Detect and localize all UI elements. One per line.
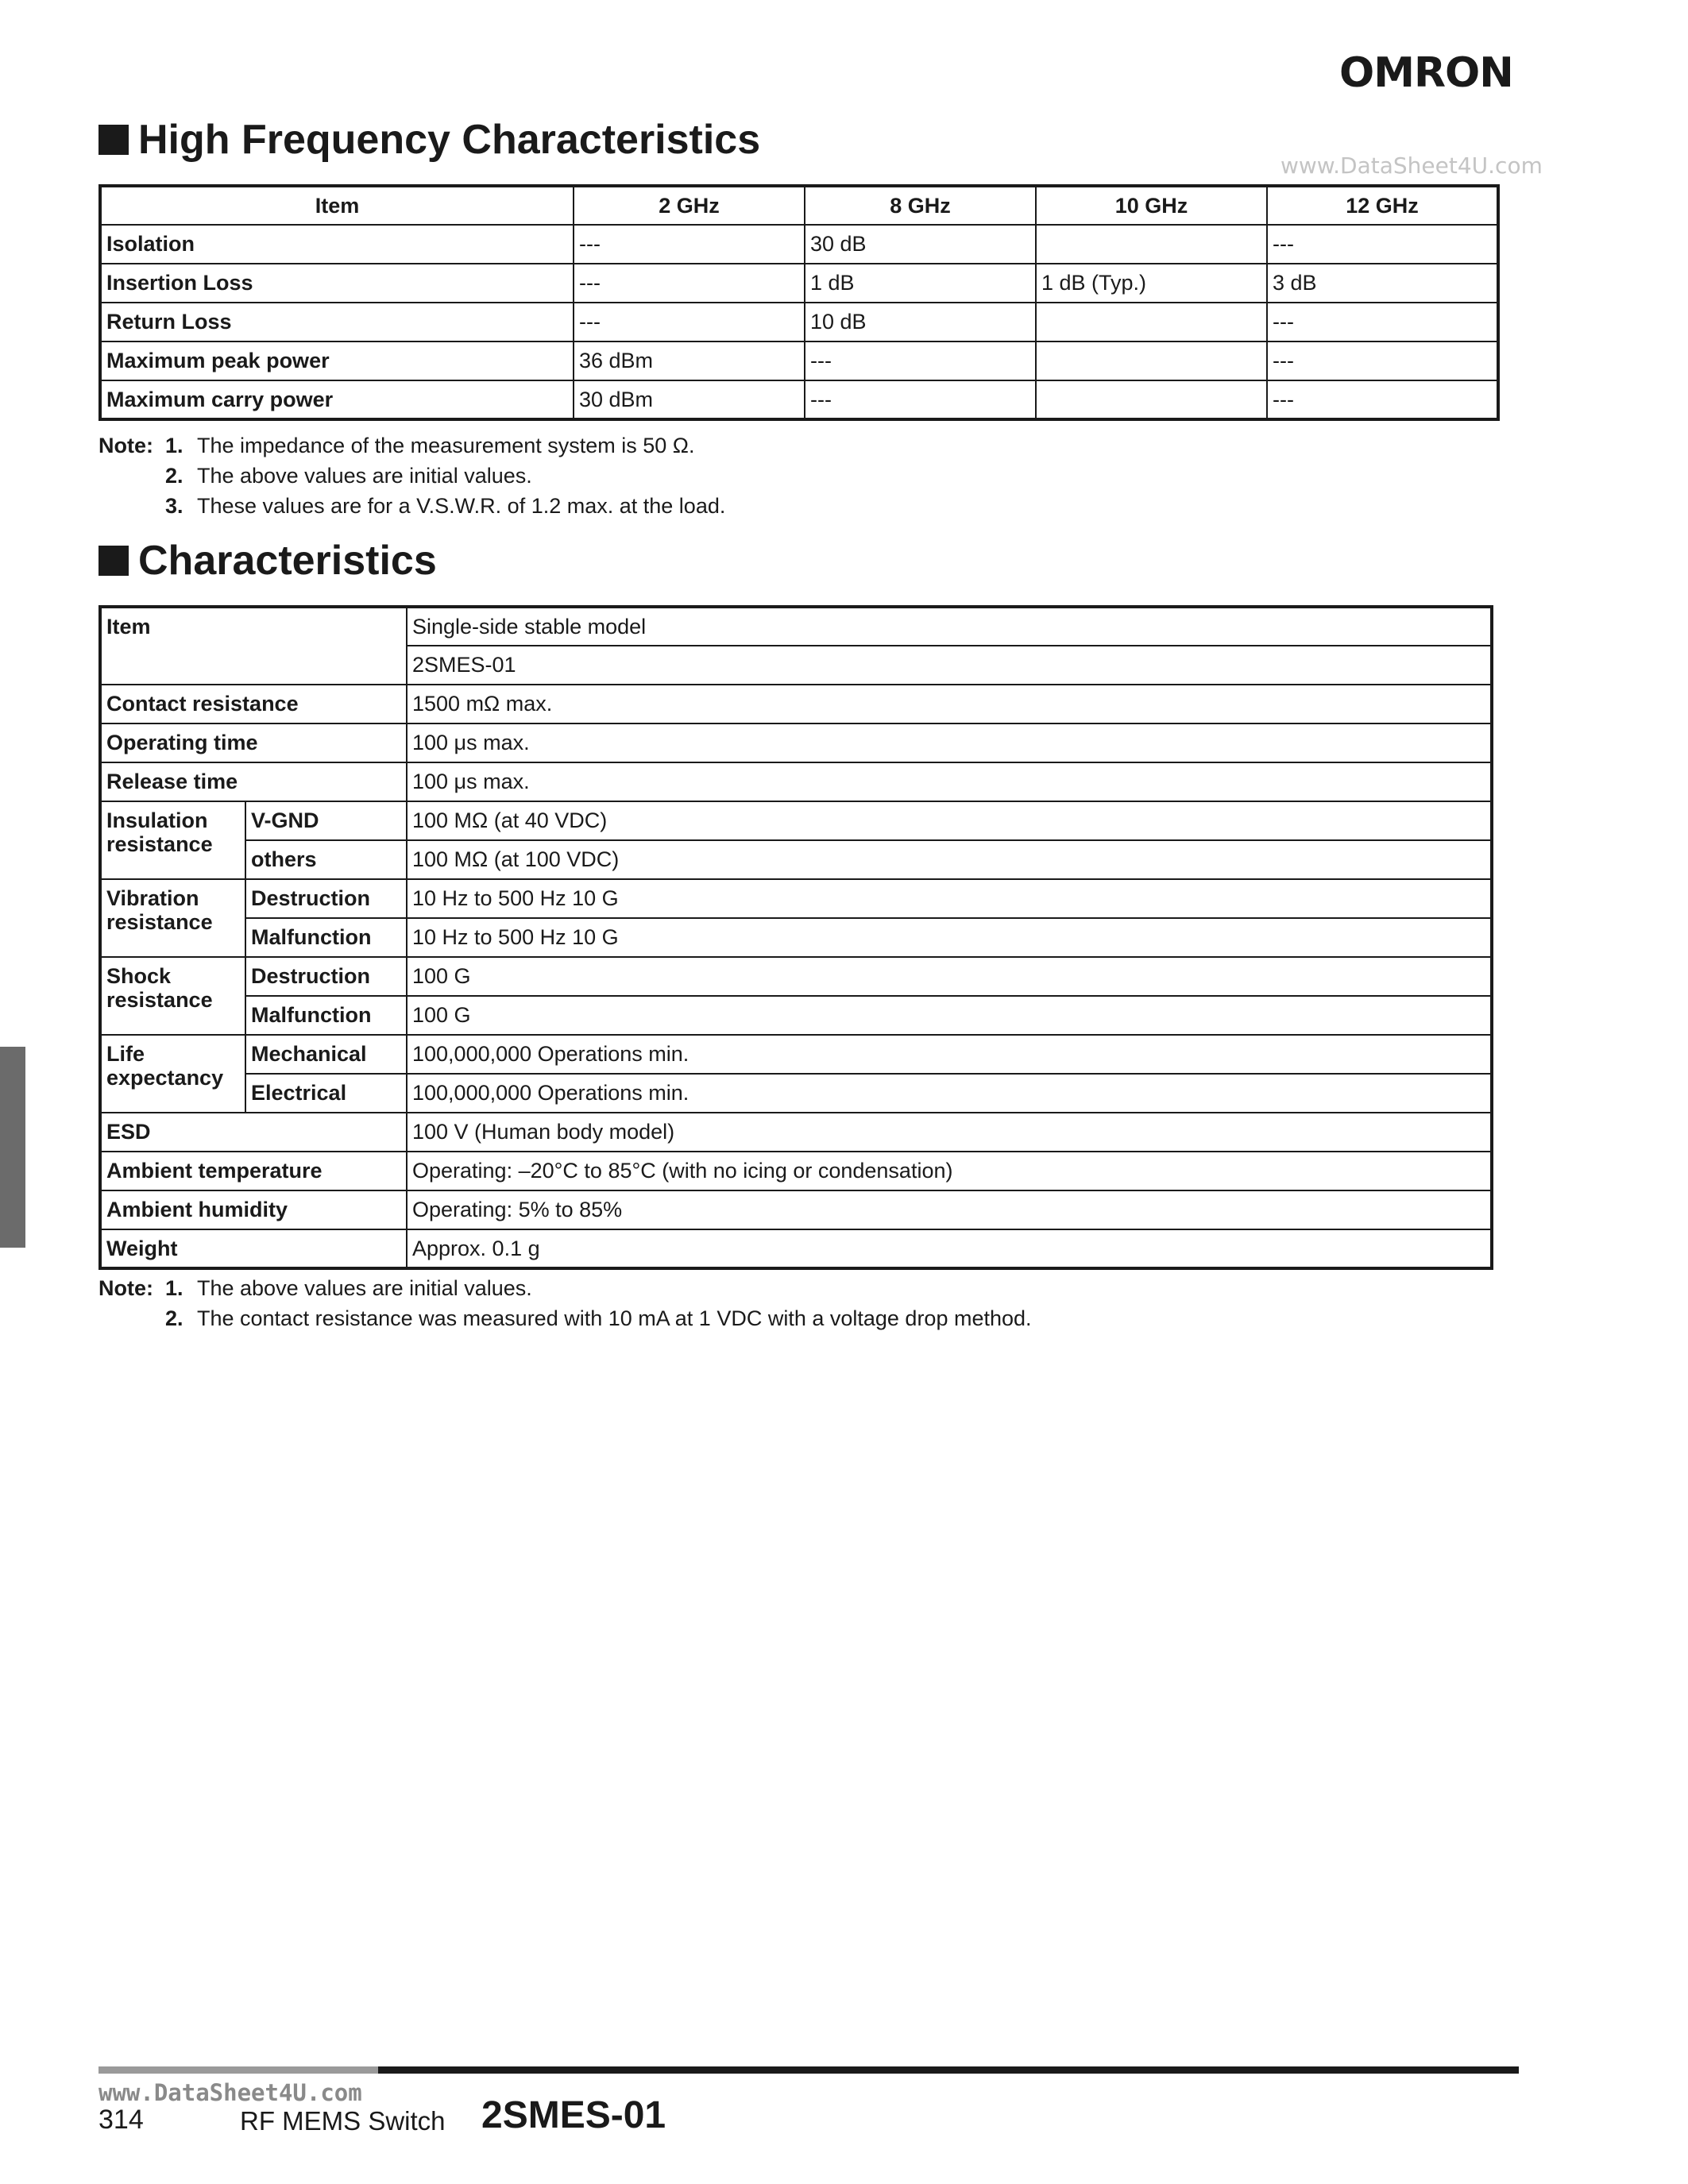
- row-label: Contact resistance: [100, 685, 407, 723]
- watermark-bottom: www.DataSheet4U.com: [98, 2079, 362, 2106]
- cell-10ghz: 1 dB (Typ.): [1036, 264, 1267, 303]
- row-item: Return Loss: [100, 303, 574, 341]
- cell-10ghz: [1036, 380, 1267, 419]
- cell-12ghz: ---: [1267, 303, 1498, 341]
- row-label: Weight: [100, 1229, 407, 1268]
- group-label: Life expectancy: [100, 1035, 245, 1113]
- row-value: Approx. 0.1 g: [407, 1229, 1492, 1268]
- cell-2ghz: ---: [574, 303, 805, 341]
- group-label: Insulation resistance: [100, 801, 245, 879]
- characteristics-section-title: [98, 537, 437, 585]
- table-row: [100, 1035, 1492, 1074]
- row-value: 100 V (Human body model): [407, 1113, 1492, 1152]
- hf-section-title: [98, 116, 760, 164]
- characteristics-table: [98, 605, 1493, 1270]
- row-value: 10 Hz to 500 Hz 10 G: [407, 918, 1492, 957]
- table-row: [100, 225, 1498, 264]
- row-value: 1500 mΩ max.: [407, 685, 1492, 723]
- group-label: Shock resistance: [100, 957, 245, 1035]
- sub-label: Mechanical: [245, 1035, 407, 1074]
- watermark-top: www.DataSheet4U.com: [1280, 152, 1543, 179]
- table-row: [100, 879, 1492, 918]
- table-row: [100, 762, 1492, 801]
- note-number: 2.: [165, 464, 183, 488]
- table-row: [100, 341, 1498, 380]
- sub-label: Destruction: [245, 957, 407, 996]
- table-row: [100, 996, 1492, 1035]
- table-row: [100, 1113, 1492, 1152]
- table-header-row: [100, 186, 1498, 225]
- cell-8ghz: ---: [805, 341, 1036, 380]
- column-header: Item: [100, 186, 574, 225]
- cell-12ghz: ---: [1267, 225, 1498, 264]
- characteristics-title-text: Characteristics: [138, 538, 437, 584]
- row-label: ESD: [100, 1113, 407, 1152]
- note-text: These values are for a V.S.W.R. of 1.2 max. at the load.: [197, 494, 726, 518]
- cell-8ghz: 10 dB: [805, 303, 1036, 341]
- sub-label: V-GND: [245, 801, 407, 840]
- sub-label: Malfunction: [245, 918, 407, 957]
- sub-label: Malfunction: [245, 996, 407, 1035]
- omron-logo: OMRON: [1339, 49, 1513, 97]
- cell-8ghz: ---: [805, 380, 1036, 419]
- note-number: 1.: [165, 1276, 183, 1300]
- column-header: 10 GHz: [1036, 186, 1267, 225]
- table-row: [100, 1190, 1492, 1229]
- note-text: The contact resistance was measured with 10 mA at 1 VDC with a voltage drop method.: [197, 1306, 1032, 1330]
- cell-12ghz: ---: [1267, 380, 1498, 419]
- row-item: Maximum carry power: [100, 380, 574, 419]
- row-value: 100 μs max.: [407, 762, 1492, 801]
- table-row: [100, 1152, 1492, 1190]
- table-row: [100, 685, 1492, 723]
- column-header: 12 GHz: [1267, 186, 1498, 225]
- note-text: The impedance of the measurement system is 50 Ω.: [197, 434, 695, 457]
- hf-notes: [98, 430, 1449, 521]
- row-label: Ambient temperature: [100, 1152, 407, 1190]
- sub-label: Destruction: [245, 879, 407, 918]
- cell-12ghz: 3 dB: [1267, 264, 1498, 303]
- side-index-tab: [0, 1047, 25, 1248]
- row-value: 10 Hz to 500 Hz 10 G: [407, 879, 1492, 918]
- table-row: [100, 801, 1492, 840]
- cell-10ghz: [1036, 303, 1267, 341]
- square-bullet-icon: [98, 546, 129, 576]
- row-value: 100 μs max.: [407, 723, 1492, 762]
- note-label: Note:: [98, 434, 153, 457]
- sub-label: others: [245, 840, 407, 879]
- cell-2ghz: 30 dBm: [574, 380, 805, 419]
- cell-8ghz: 30 dB: [805, 225, 1036, 264]
- row-value: 100,000,000 Operations min.: [407, 1035, 1492, 1074]
- group-label: Vibration resistance: [100, 879, 245, 957]
- note-number: 1.: [165, 434, 183, 457]
- hf-title-text: High Frequency Characteristics: [138, 117, 761, 163]
- column-header: 8 GHz: [805, 186, 1036, 225]
- table-row: [100, 1074, 1492, 1113]
- table-row: [100, 957, 1492, 996]
- row-label: Ambient humidity: [100, 1190, 407, 1229]
- cell-2ghz: ---: [574, 264, 805, 303]
- row-value: 100,000,000 Operations min.: [407, 1074, 1492, 1113]
- model-type: Single-side stable model: [407, 607, 1492, 646]
- note-text: The above values are initial values.: [197, 464, 532, 488]
- row-item: Insertion Loss: [100, 264, 574, 303]
- note: [98, 491, 1449, 521]
- table-row: [100, 723, 1492, 762]
- cell-10ghz: [1036, 225, 1267, 264]
- characteristics-notes: [98, 1273, 1449, 1333]
- table-row: [100, 264, 1498, 303]
- row-item: Isolation: [100, 225, 574, 264]
- row-label: Release time: [100, 762, 407, 801]
- cell-2ghz: 36 dBm: [574, 341, 805, 380]
- row-value: 100 G: [407, 996, 1492, 1035]
- note-label: Note:: [98, 1276, 153, 1300]
- row-value: 100 G: [407, 957, 1492, 996]
- cell-2ghz: ---: [574, 225, 805, 264]
- note: [98, 1273, 1449, 1303]
- row-value: Operating: –20°C to 85°C (with no icing or condensation): [407, 1152, 1492, 1190]
- row-value: Operating: 5% to 85%: [407, 1190, 1492, 1229]
- high-frequency-table: [98, 184, 1500, 421]
- row-label: Operating time: [100, 723, 407, 762]
- table-row: [100, 918, 1492, 957]
- row-value: 100 MΩ (at 40 VDC): [407, 801, 1492, 840]
- note-number: 3.: [165, 494, 183, 518]
- cell-12ghz: ---: [1267, 341, 1498, 380]
- column-header: 2 GHz: [574, 186, 805, 225]
- note: [98, 1303, 1449, 1333]
- item-header: Item: [100, 607, 407, 685]
- footer-product: RF MEMS Switch: [240, 2106, 446, 2136]
- table-row: [100, 380, 1498, 419]
- footer-rule: [378, 2066, 1519, 2074]
- cell-8ghz: 1 dB: [805, 264, 1036, 303]
- model-name: 2SMES-01: [407, 646, 1492, 685]
- row-item: Maximum peak power: [100, 341, 574, 380]
- note-number: 2.: [165, 1306, 183, 1330]
- table-row: [100, 303, 1498, 341]
- table-row: [100, 840, 1492, 879]
- page-number: 314: [98, 2105, 144, 2135]
- note: [98, 430, 1449, 461]
- square-bullet-icon: [98, 125, 129, 155]
- cell-10ghz: [1036, 341, 1267, 380]
- row-value: 100 MΩ (at 100 VDC): [407, 840, 1492, 879]
- table-row: [100, 1229, 1492, 1268]
- footer-rule: [98, 2066, 378, 2074]
- note: [98, 461, 1449, 491]
- table-row: [100, 607, 1492, 646]
- sub-label: Electrical: [245, 1074, 407, 1113]
- footer-model: 2SMES-01: [481, 2094, 666, 2136]
- note-text: The above values are initial values.: [197, 1276, 532, 1300]
